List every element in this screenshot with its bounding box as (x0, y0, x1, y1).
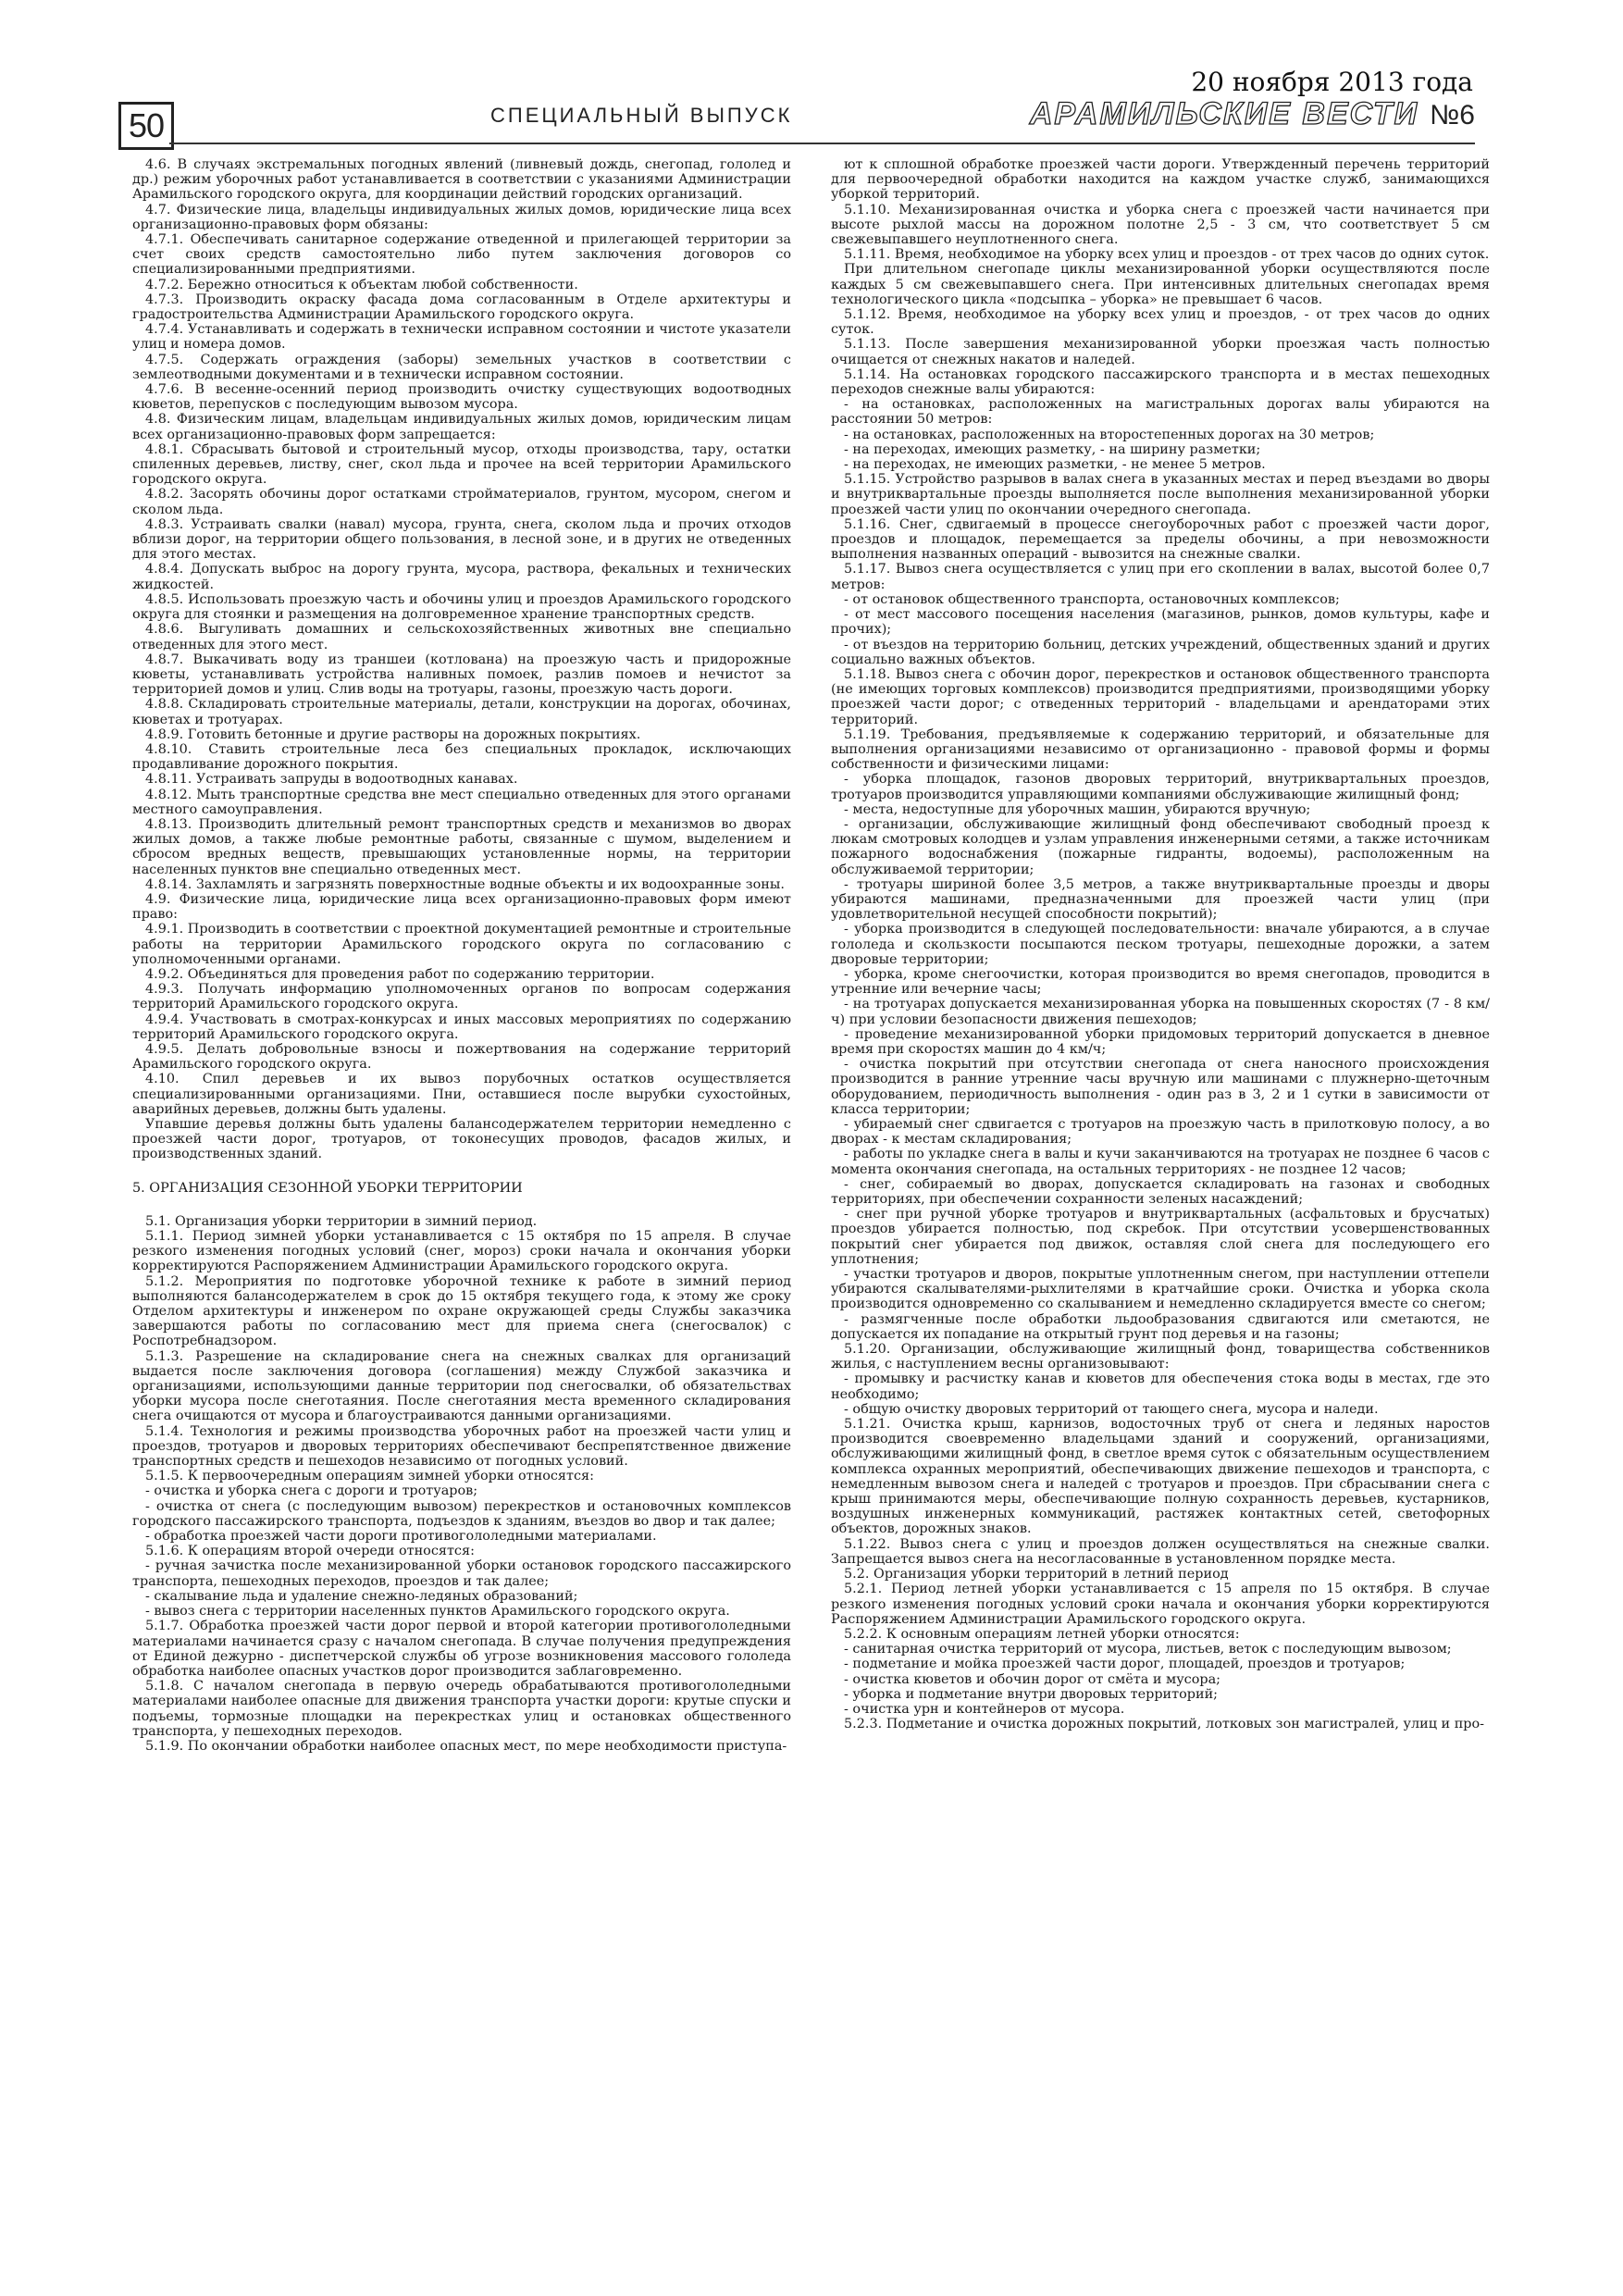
paragraph: - на тротуарах допускается механизированная уборка на повышенных скоростях (7 - 8 км/ч) при условии безопасности движения пешеходов; (831, 997, 1490, 1027)
paragraph: 5.1.4. Технология и режимы производства уборочных работ на проезжей части улиц и проездов, тротуаров и дворовых территориях обеспечивают беспрепятственное движение транспортных средств и пешеходов независимо от погодных условий. (132, 1423, 791, 1470)
paragraph: 5.1.8. С началом снегопада в первую очередь обрабатываются противогололедными материалами наиболее опасные для движения транспорта участки дороги: крутые спуски и подъемы, тормозные площадки на перекрестках улиц и остановках общественного транспорта, у пешеходных переходов. (132, 1679, 791, 1739)
paragraph: 5.1.16. Снег, сдвигаемый в процессе снегоуборочных работ с проезжей части дорог, проездов и площадок, перемещается за пределы обочины, а при невозможности выполнения названных операций - вывозится на снежные свалки. (831, 516, 1490, 563)
paragraph: 4.10. Спил деревьев и их вывоз порубочных остатков осуществляется специализированными организациями. Пни, оставшиеся после вырубки сухостойных, аварийных деревьев, должны быть удалены. (132, 1072, 791, 1117)
paragraph: 5.1.20. Организации, обслуживающие жилищный фонд, товарищества собственников жилья, с наступлением весны организовывают: (831, 1342, 1490, 1372)
newspaper-name: АРАМИЛЬСКИЕ ВЕСТИ (1029, 96, 1419, 131)
paragraph: 5.1.22. Вывоз снега с улиц и проездов должен осуществляться на снежные свалки. Запрещается вывоз снега на несогласованные в установленном порядке места. (831, 1536, 1490, 1567)
paragraph: 4.7. Физические лица, владельцы индивидуальных жилых домов, юридические лица всех организационно-правовых форм обязаны: (132, 202, 791, 232)
paragraph: - очистка урн и контейнеров от мусора. (844, 1701, 1125, 1717)
paragraph: 4.8.3. Устраивать свалки (навал) мусора, грунта, снега, сколом льда и прочих отходов вблизи дорог, на территории общего пользования, в лесной зоне, и в других не отведенных для этого местах. (132, 516, 791, 563)
paragraph: - на переходах, не имеющих разметки, - не менее 5 метров. (844, 457, 1266, 473)
right-column (831, 157, 1490, 2263)
paragraph: - снег, собираемый во дворах, допускается складировать на газонах и свободных территориях, при обеспечении сохранности зеленых насаждений; (831, 1176, 1490, 1208)
paragraph: 5.1.5. К первоочередным операциям зимней уборки относятся: (145, 1469, 594, 1484)
paragraph: - размягченные после обработки льдообразования сдвигаются или сметаются, не допускается их попадание на открытый грунт под деревья и на газоны; (831, 1311, 1490, 1342)
paragraph: - уборка производится в следующей последовательности: вначале убираются, а в случае гололеда и скользкости посыпаются песком тротуары, пешеходные дорожки, а затем дворовые территории; (831, 922, 1490, 967)
paragraph: 5.1.3. Разрешение на складирование снега на снежных свалках для организаций выдается после заключения договора (соглашения) между Службой заказчика и организациями, использующими данные территории под снегосвалки, об обязательствах уборки мусора после снеготаяния. После снеготаяния места временного складирования снега очищаются от мусора и благоустраиваются данными организациями. (132, 1348, 791, 1424)
paragraph: 5.1.6. К операциям второй очереди относятся: (145, 1544, 475, 1559)
left-column (132, 157, 791, 2263)
paragraph: - проведение механизированной уборки придомовых территорий допускается в дневное время при скоростях машин до 4 км/ч; (831, 1026, 1490, 1057)
paragraph: - тротуары шириной более 3,5 метров, а также внутриквартальные проезды и дворы убираются машинами, предназначенными для проезжей части улиц (при удовлетворительной несущей способности покрытий); (831, 876, 1490, 923)
paragraph: 4.8.5. Использовать проезжую часть и обочины улиц и проездов Арамильского городского округа для стоянки и размещения на долговременное хранение транспортных средств. (132, 591, 791, 623)
paragraph: - скалывание льда и удаление снежно-ледяных образований; (145, 1588, 578, 1604)
paragraph: 5.1.12. Время, необходимое на уборку всех улиц и проездов, - от трех часов до одних суток. (831, 307, 1490, 338)
paragraph: - уборка, кроме снегоочистки, которая производится во время снегопадов, проводится в утренние или вечерние часы; (831, 966, 1490, 998)
paragraph: 5.1.2. Мероприятия по подготовке уборочной технике к работе в зимний период выполняются балансодержателем в срок до 15 октября текущего года, к этому же сроку Отделом архитектуры и инженером по охране окружающей среды Службы заказчика завершаются работы по согласованию мест для приема снега (снегосвалок) с Роспотребнадзором. (132, 1273, 791, 1349)
masthead (1030, 96, 1475, 132)
issue-title: СПЕЦИАЛЬНЫЙ ВЫПУСК (490, 104, 793, 127)
paragraph: - от мест массового посещения населения (магазинов, рынков, домов культуры, кафе и прочих); (831, 607, 1490, 638)
paragraph: 4.8.4. Допускать выброс на дорогу грунта, мусора, раствора, фекальных и технических жидкостей. (132, 562, 791, 592)
paragraph: 4.8.7. Выкачивать воду из траншеи (котлована) на проезжую часть и придорожные кюветы, устанавливать устройства наливных помоек, разлив помоев и нечистот за территорией домов и улиц. Слив воды на тротуары, газоны, проезжую часть дороги. (132, 652, 791, 698)
paragraph: ют к сплошной обработке проезжей части дороги. Утвержденный перечень территорий для первоочередной обработки находится на каждом участке служб, занимающихся уборкой территорий. (831, 157, 1490, 203)
paragraph: 5.1.19. Требования, предъявляемые к содержанию территорий, и обязательные для выполнения организациями независимо от организационно - правовой формы и формы собственности и физическими лицами: (831, 726, 1490, 773)
paragraph: 4.8.6. Выгуливать домашних и сельскохозяйственных животных вне специально отведенных для этого мест. (132, 622, 791, 652)
paragraph: - на остановках, расположенных на второстепенных дорогах на 30 метров; (844, 427, 1375, 442)
paragraph: - очистка покрытий при отсутствии снегопада от снега наносного происхождения производится в ранние утренние часы вручную или машинами с плужнерно-щеточным оборудованием, периодичность выполнения - один раз в 3, 2 и 1 сутки в зависимости от класса территории; (831, 1057, 1490, 1117)
paragraph: 4.7.1. Обеспечивать санитарное содержание отведенной и прилегающей территории за счет своих средств самостоятельно либо путем заключения договоров со специализированными предприятиями. (132, 232, 791, 278)
paragraph: - участки тротуаров и дворов, покрытые уплотненным снегом, при наступлении оттепели убираются скалывателями-рыхлителями в кратчайшие сроки. Очистка и уборка скола производится одновременно со скалыванием и немедленно складируется вместе со снегом; (831, 1267, 1490, 1312)
paragraph: - работы по укладке снега в валы и кучи заканчиваются на тротуарах не позднее 6 часов с момента окончания снегопада, на остальных территориях - не позднее 12 часов; (831, 1147, 1490, 1177)
paragraph: - промывку и расчистку канав и кюветов для обеспечения стока воды в местах, где это необходимо; (831, 1371, 1490, 1402)
paragraph: 4.7.6. В весенне-осенний период производить очистку существующих водоотводных кюветов, перепусков с последующим вывозом мусора. (132, 382, 791, 413)
paragraph: 4.8.8. Складировать строительные материалы, детали, конструкции на дорогах, обочинах, кюветах и тротуарах. (132, 697, 791, 727)
issue-number: №6 (1430, 100, 1475, 130)
page-number-box: 50 (118, 102, 174, 150)
paragraph: 5.1.18. Вывоз снега с обочин дорог, перекрестков и остановок общественного транспорта (не имеющих торговых комплексов) производится предприятиями, производящими уборку проезжей части дорог; с отведенных территорий - владельцами и арендаторами этих территорий. (831, 666, 1490, 727)
paragraph: 5.1.15. Устройство разрывов в валах снега в указанных местах и перед въездами во дворы и внутриквартальные проезды выполняется после выполнения механизированной уборки проезжей части улиц по окончании очередного снегопада. (831, 472, 1490, 517)
paragraph: 5.1.17. Вывоз снега осуществляется с улиц при его скоплении в валах, высотой более 0,7 метров: (831, 562, 1490, 592)
paragraph: - уборка и подметание внутри дворовых территорий; (844, 1686, 1219, 1702)
paragraph: 5.1.13. После завершения механизированной уборки проезжая часть полностью очищается от снежных накатов и наледей. (831, 337, 1490, 367)
paragraph: - на переходах, имеющих разметку, - на ширину разметки; (844, 441, 1261, 457)
paragraph: 4.8.10. Ставить строительные леса без специальных прокладок, исключающих продавливание дорожного покрытия. (132, 741, 791, 773)
paragraph: - убираемый снег сдвигается с тротуаров на проезжую часть в прилотковую полосу, а во дворах - к местам складирования; (831, 1117, 1490, 1148)
paragraph: 5.1.1. Период зимней уборки устанавливается с 15 октября по 15 апреля. В случае резкого изменения погодных условий (снег, мороз) сроки начала и окончания уборки корректируются Распоряжением Администрации Арамильского городского округа. (132, 1229, 791, 1274)
paragraph: 4.8.13. Производить длительный ремонт транспортных средств и механизмов во дворах жилых домов, а также любые ремонтные работы, связанные с шумом, выделением и сбросом вредных веществ, превышающих установленные нормы, на территории населенных пунктов вне специально отведенных мест. (132, 816, 791, 877)
paragraph: 5.1.14. На остановках городского пассажирского транспорта и в местах пешеходных переходов снежные валы убираются: (831, 366, 1490, 398)
paragraph: 4.8.12. Мыть транспортные средства вне мест специально отведенных для этого органами местного самоуправления. (132, 787, 791, 817)
paragraph: 4.8.1. Сбрасывать бытовой и строительный мусор, отходы производства, тару, остатки спиленных деревьев, листву, снег, скол льда и прочее на всей территории Арамильского городского округа. (132, 441, 791, 488)
paragraph: 5.1.9. По окончании обработки наиболее опасных мест, по мере необходимости приступа- (145, 1738, 787, 1754)
paragraph: 5.1.21. Очистка крыш, карнизов, водосточных труб от снега и ледяных наростов производится своевременно владельцами зданий и сооружений, организациями, обслуживающими жилищный фонд, в светлое время суток с обязательным осуществлением комплекса охранных мероприятий, обеспечивающих движение пешеходов и транспорта, с немедленным вывозом снега и наледей с тротуаров и проездов. При сбрасывании снега с крыш принимаются меры, обеспечивающие полную сохранность деревьев, кустарников, воздушных инженерных коммуникаций, растяжек контактных сетей, светофорных объектов, дорожных знаков. (831, 1417, 1490, 1537)
issue-date: 20 ноября 2013 года (1191, 67, 1473, 97)
paragraph: - очистка и уборка снега с дороги и тротуаров; (145, 1483, 478, 1499)
paragraph: - организации, обслуживающие жилищный фонд обеспечивают свободный проезд к люкам смотровых колодцев и узлам управления инженерными сетями, а также источникам пожарного водоснабжения (пожарные гидранты, водоемы), расположенным на обслуживаемой территории; (831, 816, 1490, 877)
paragraph: 5.2. Организация уборки территорий в летний период (844, 1567, 1229, 1582)
paragraph: 5.1.10. Механизированная очистка и уборка снега с проезжей части начинается при высоте рыхлой массы на дорожном полотне 2,5 - 3 см, что соответствует 5 см свежевыпавшего неуплотненного снега. (831, 202, 1490, 248)
paragraph: - санитарная очистка территорий от мусора, листьев, веток с последующим вывозом; (844, 1642, 1452, 1657)
paragraph: 5.2.2. К основным операциям летней уборки относятся: (844, 1626, 1240, 1642)
paragraph: 5.1.7. Обработка проезжей части дорог первой и второй категории противогололедными материалами начинается сразу с началом снегопада. В случае получения предупреждения от Единой дежурно - диспетчерской службы об угрозе возникновения массового гололеда обработка наиболее опасных участков дорог производится заблаговременно. (132, 1619, 791, 1679)
header-rule (169, 143, 1475, 144)
paragraph: 4.7.2. Бережно относиться к объектам любой собственности. (145, 277, 578, 292)
paragraph: - очистка от снега (с последующим вывозом) перекрестков и остановочных комплексов городского пассажирского транспорта, подъездов к зданиям, въездов во двор и так далее; (132, 1498, 791, 1529)
paragraph: 4.9.4. Участвовать в смотрах-конкурсах и иных массовых мероприятиях по содержанию территорий Арамильского городского округа. (132, 1011, 791, 1042)
paragraph: 4.9.2. Объединяться для проведения работ по содержанию территории. (145, 966, 655, 982)
paragraph: 4.8.9. Готовить бетонные и другие растворы на дорожных покрытиях. (145, 726, 641, 742)
section-title: 5. ОРГАНИЗАЦИЯ СЕЗОННОЙ УБОРКИ ТЕРРИТОРИИ (132, 1180, 523, 1196)
paragraph: 4.8.11. Устраивать запруды в водоотводных канавах. (145, 772, 518, 788)
paragraph: - снег при ручной уборке тротуаров и внутриквартальных (асфальтовых и брусчатых) проездов убирается полностью, под скребок. При отсутствии усовершенствованных покрытий снег убирается под движок, оставляя слой снега для последующего его уплотнения; (831, 1207, 1490, 1267)
paragraph: 5.1.11. Время, необходимое на уборку всех улиц и проездов - от трех часов до одних суток. (844, 247, 1490, 263)
paragraph: - от остановок общественного транспорта, остановочных комплексов; (844, 591, 1340, 607)
paragraph: 4.7.4. Устанавливать и содержать в технически исправном состоянии и чистоте указатели улиц и номера домов. (132, 322, 791, 353)
paragraph: - вывоз снега с территории населенных пунктов Арамильского городского округа. (145, 1604, 730, 1620)
paragraph: 4.8.2. Засорять обочины дорог остатками стройматериалов, грунтом, мусором, снегом и сколом льда. (132, 487, 791, 517)
paragraph: - места, недоступные для уборочных машин, убираются вручную; (844, 801, 1311, 817)
paragraph: - общую очистку дворовых территорий от тающего снега, мусора и наледи. (844, 1401, 1379, 1417)
paragraph: - ручная зачистка после механизированной уборки остановок городского пассажирского транспорта, пешеходных переходов, проездов и так далее; (132, 1558, 791, 1589)
paragraph: Упавшие деревья должны быть удалены балансодержателем территории немедленно с проезжей части дорог, тротуаров, от токонесущих проводов, фасадов жилых, и производственных зданий. (132, 1117, 791, 1162)
paragraph: 4.7.5. Содержать ограждения (заборы) земельных участков в соответствии с землеотводными документами и в технически исправном состоянии. (132, 352, 791, 382)
paragraph: 5.2.1. Период летней уборки устанавливается с 15 апреля по 15 октября. В случае резкого изменения погодных условий сроки начала и окончания уборки корректируются Распоряжением Администрации Арамильского городского округа. (831, 1582, 1490, 1627)
paragraph: - уборка площадок, газонов дворовых территорий, внутриквартальных проездов, тротуаров производится управляющими компаниями обслуживающие жилищный фонд; (831, 772, 1490, 802)
paragraph: 5.2.3. Подметание и очистка дорожных покрытий, лотковых зон магистралей, улиц и про- (844, 1717, 1485, 1732)
paragraph: 4.9.5. Делать добровольные взносы и пожертвования на содержание территорий Арамильского городского округа. (132, 1041, 791, 1073)
paragraph: - от въездов на территорию больниц, детских учреждений, общественных зданий и других социально важных объектов. (831, 637, 1490, 667)
paragraph: При длительном снегопаде циклы механизированной уборки осуществляются после каждых 5 см свежевыпавшего снега. При интенсивных длительных снегопадах время технологического цикла «подсыпка – уборка» не превышает 6 часов. (831, 262, 1490, 307)
paragraph: - на остановках, расположенных на магистральных дорогах валы убираются на расстоянии 50 метров: (831, 397, 1490, 428)
paragraph: - обработка проезжей части дороги противогололедными материалами. (145, 1529, 657, 1545)
paragraph: - подметание и мойка проезжей части дорог, площадей, проездов и тротуаров; (844, 1657, 1406, 1672)
paragraph: 4.8. Физическим лицам, владельцам индивидуальных жилых домов, юридическим лицам всех организационно-правовых форм запрещается: (132, 412, 791, 442)
paragraph: 5.1. Организация уборки территории в зимний период. (145, 1213, 538, 1229)
paragraph: 4.9. Физические лица, юридические лица всех организационно-правовых форм имеют право: (132, 891, 791, 923)
paragraph: 4.8.14. Захламлять и загрязнять поверхностные водные объекты и их водоохранные зоны. (145, 876, 785, 892)
paragraph: 4.7.3. Производить окраску фасада дома согласованным в Отделе архитектуры и градостроительства Администрации Арамильского городского округа. (132, 292, 791, 323)
paragraph: - очистка кюветов и обочин дорог от смёта и мусора; (844, 1671, 1221, 1687)
paragraph: 4.9.3. Получать информацию уполномоченных органов по вопросам содержания территорий Арамильского городского округа. (132, 982, 791, 1012)
paragraph: 4.6. В случаях экстремальных погодных явлений (ливневый дождь, снегопад, гололед и др.) режим уборочных работ устанавливается в соответствии с указаниями Администрации Арамильского городского округа, для координации действий городских организаций. (132, 157, 791, 203)
paragraph: 4.9.1. Производить в соответствии с проектной документацией ремонтные и строительные работы на территории Арамильского городского округа по согласованию с уполномоченными органами. (132, 922, 791, 967)
